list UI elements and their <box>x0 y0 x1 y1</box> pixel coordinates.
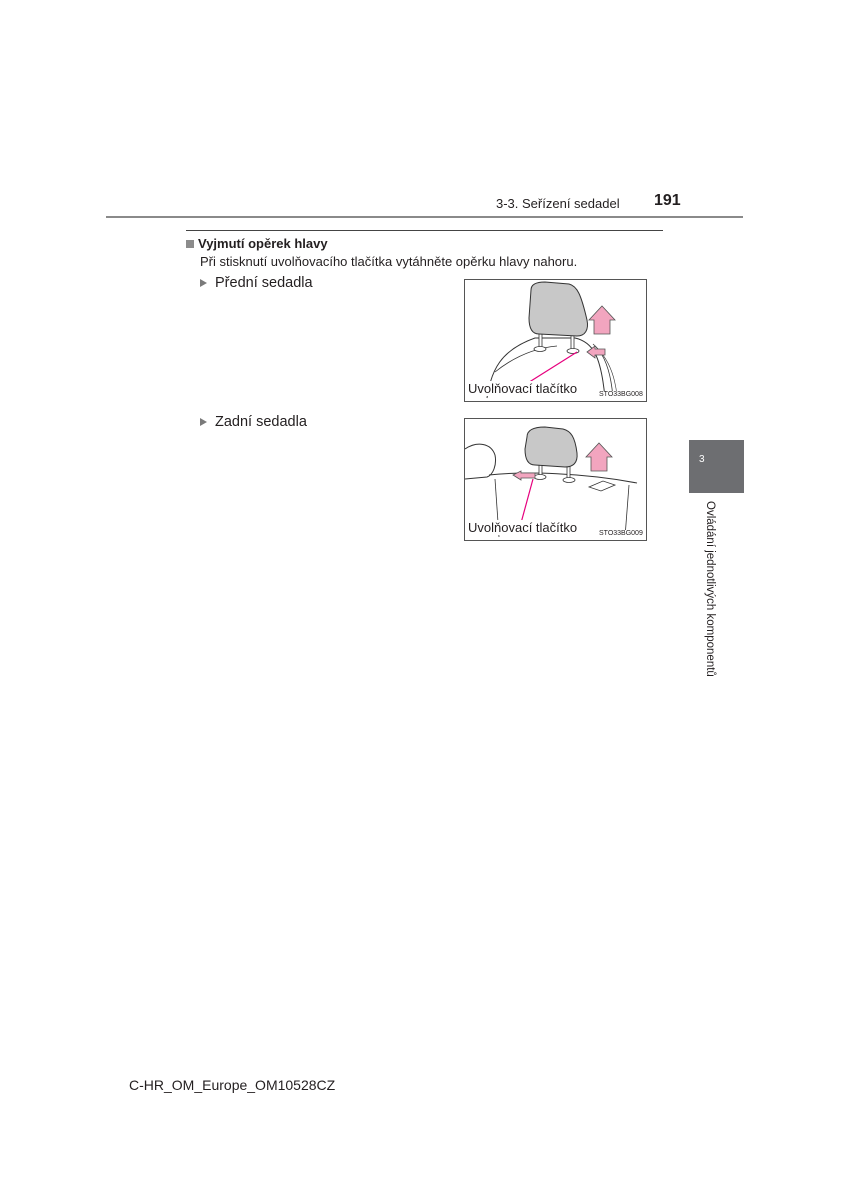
figure-callout: Uvolňovací tlačítko <box>468 520 578 535</box>
subsection-label: Zadní sedadla <box>215 414 307 430</box>
running-header-section: 3-3. Seřízení sedadel <box>496 196 620 211</box>
chapter-tab <box>689 440 744 493</box>
section-heading-text: Vyjmutí opěrek hlavy <box>198 236 328 251</box>
figure-rear-headrest <box>464 418 647 541</box>
figure-callout: Uvolňovací tlačítko <box>468 381 578 396</box>
section-heading <box>186 236 328 251</box>
figure-front-headrest <box>464 279 647 402</box>
section-rule <box>186 230 663 231</box>
chapter-title: Ovládání jednotlivých komponentů <box>704 501 716 677</box>
page-number: 191 <box>654 192 681 209</box>
triangle-bullet-icon <box>200 418 207 426</box>
figure-code: STO33BG009 <box>599 530 643 537</box>
subsection-front-seats <box>200 275 313 291</box>
triangle-bullet-icon <box>200 279 207 287</box>
figure-code: STO33BG008 <box>599 391 643 398</box>
chapter-number: 3 <box>699 454 705 465</box>
square-bullet-icon <box>186 240 194 248</box>
subsection-label: Přední sedadla <box>215 275 313 291</box>
section-intro: Při stisknutí uvolňovacího tlačítka vytáhněte opěrku hlavy nahoru. <box>200 254 578 269</box>
document-id: C-HR_OM_Europe_OM10528CZ <box>129 1077 336 1093</box>
header-rule <box>106 216 743 218</box>
subsection-rear-seats <box>200 414 307 430</box>
